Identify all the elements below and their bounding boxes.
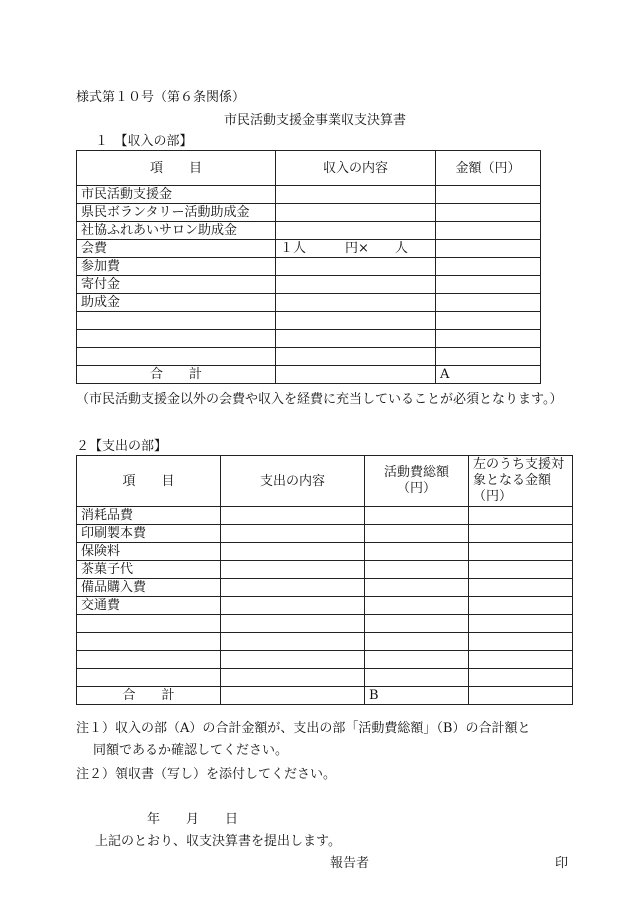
income-total-amount: A (436, 366, 541, 384)
income-amount (436, 276, 541, 294)
income-item: 寄付金 (77, 276, 276, 294)
expense-item (77, 651, 221, 669)
expense-header-row (77, 456, 573, 507)
note-2: 注２）領収書（写し）を添付してください。 (76, 767, 337, 782)
income-content (276, 276, 436, 294)
expense-eligible (469, 579, 573, 597)
document-title: 市民活動支援金事業収支決算書 (223, 113, 406, 128)
income-content (276, 312, 436, 330)
seal-label: 印 (555, 856, 569, 871)
expense-item: 交通費 (77, 597, 221, 615)
expense-total (365, 651, 469, 669)
table-row (77, 579, 573, 597)
income-table (76, 150, 541, 384)
expense-content (221, 579, 365, 597)
expense-content (221, 669, 365, 687)
expense-total (365, 525, 469, 543)
expense-content (221, 597, 365, 615)
reporter-label: 報告者 (330, 856, 370, 871)
income-amount (436, 294, 541, 312)
income-total-row (77, 366, 541, 384)
expense-total-eligible (469, 687, 573, 705)
table-row (77, 615, 573, 633)
income-content (276, 294, 436, 312)
income-amount (436, 222, 541, 240)
expense-total-label: 合 計 (77, 687, 221, 705)
income-note: （市民活動支援金以外の会費や収入を経費に充当していることが必須となります。） (76, 392, 563, 407)
income-item: 助成金 (77, 294, 276, 312)
expense-eligible (469, 597, 573, 615)
table-row (77, 597, 573, 615)
income-content (276, 222, 436, 240)
expense-item (77, 633, 221, 651)
expense-content (221, 561, 365, 579)
expense-item: 印刷製本費 (77, 525, 221, 543)
expense-total (365, 633, 469, 651)
income-content (276, 348, 436, 366)
submission-statement: 上記のとおり、収支決算書を提出します。 (95, 834, 341, 849)
income-amount (436, 204, 541, 222)
income-header-amount: 金額（円） (436, 151, 541, 186)
expense-eligible (469, 561, 573, 579)
table-row (77, 186, 541, 204)
expense-eligible (469, 615, 573, 633)
expense-content (221, 615, 365, 633)
expense-item (77, 669, 221, 687)
table-row (77, 294, 541, 312)
note-1-line-1: 注１）収入の部（A）の合計金額が、支出の部「活動費総額」（B）の合計額と (76, 721, 531, 736)
expense-eligible (469, 669, 573, 687)
expense-eligible (469, 543, 573, 561)
expense-item: 保険料 (77, 543, 221, 561)
income-item: 参加費 (77, 258, 276, 276)
expense-item (77, 615, 221, 633)
expense-total (365, 507, 469, 525)
table-row (77, 312, 541, 330)
income-item (77, 348, 276, 366)
expense-header-eligible: 左のうち支援対象となる金額（円） (469, 456, 573, 507)
table-row (77, 276, 541, 294)
expense-header-content: 支出の内容 (221, 456, 365, 507)
expense-total-row (77, 687, 573, 705)
note-1-line-2: 同額であるか確認してください。 (93, 743, 289, 758)
income-content (276, 330, 436, 348)
table-row (77, 651, 573, 669)
income-total-label: 合 計 (77, 366, 276, 384)
table-row (77, 330, 541, 348)
table-row (77, 507, 573, 525)
expense-eligible (469, 651, 573, 669)
expense-total (365, 615, 469, 633)
income-amount (436, 186, 541, 204)
expense-item: 備品購入費 (77, 579, 221, 597)
expense-content (221, 507, 365, 525)
table-row (77, 525, 573, 543)
date-line: 年 月 日 (147, 812, 239, 827)
income-header-item: 項 目 (77, 151, 276, 186)
form-number: 様式第１０号（第６条関係） (76, 90, 246, 105)
income-item (77, 330, 276, 348)
income-item: 市民活動支援金 (77, 186, 276, 204)
expense-content (221, 651, 365, 669)
income-amount (436, 240, 541, 258)
income-item: 社協ふれあいサロン助成金 (77, 222, 276, 240)
table-row (77, 240, 541, 258)
income-amount (436, 330, 541, 348)
income-amount (436, 312, 541, 330)
table-row (77, 204, 541, 222)
income-content (276, 204, 436, 222)
expense-eligible (469, 525, 573, 543)
expense-header-total: 活動費総額（円） (365, 456, 469, 507)
expense-total (365, 579, 469, 597)
income-item: 県民ボランタリー活動助成金 (77, 204, 276, 222)
income-item: 会費 (77, 240, 276, 258)
expense-table (76, 455, 573, 705)
expense-eligible (469, 507, 573, 525)
expense-content (221, 525, 365, 543)
income-section-title: １ 【収入の部】 (95, 134, 193, 149)
table-row (77, 222, 541, 240)
expense-content (221, 543, 365, 561)
expense-header-item: 項 目 (77, 456, 221, 507)
income-amount (436, 258, 541, 276)
income-amount (436, 348, 541, 366)
expense-content (221, 633, 365, 651)
expense-total (365, 561, 469, 579)
table-row (77, 633, 573, 651)
income-header-row (77, 151, 541, 186)
table-row (77, 348, 541, 366)
expense-item: 消耗品費 (77, 507, 221, 525)
income-header-content: 収入の内容 (276, 151, 436, 186)
income-content (276, 186, 436, 204)
expense-total (365, 543, 469, 561)
table-row (77, 258, 541, 276)
income-content: １人 円× 人 (276, 240, 436, 258)
expense-total-content (221, 687, 365, 705)
table-row (77, 543, 573, 561)
table-row (77, 669, 573, 687)
expense-total (365, 669, 469, 687)
expense-item: 茶菓子代 (77, 561, 221, 579)
table-row (77, 561, 573, 579)
income-content (276, 258, 436, 276)
expense-total (365, 597, 469, 615)
income-total-content (276, 366, 436, 384)
expense-section-title: ２【支出の部】 (76, 439, 168, 454)
income-item (77, 312, 276, 330)
expense-total-amount: B (365, 687, 469, 705)
expense-eligible (469, 633, 573, 651)
